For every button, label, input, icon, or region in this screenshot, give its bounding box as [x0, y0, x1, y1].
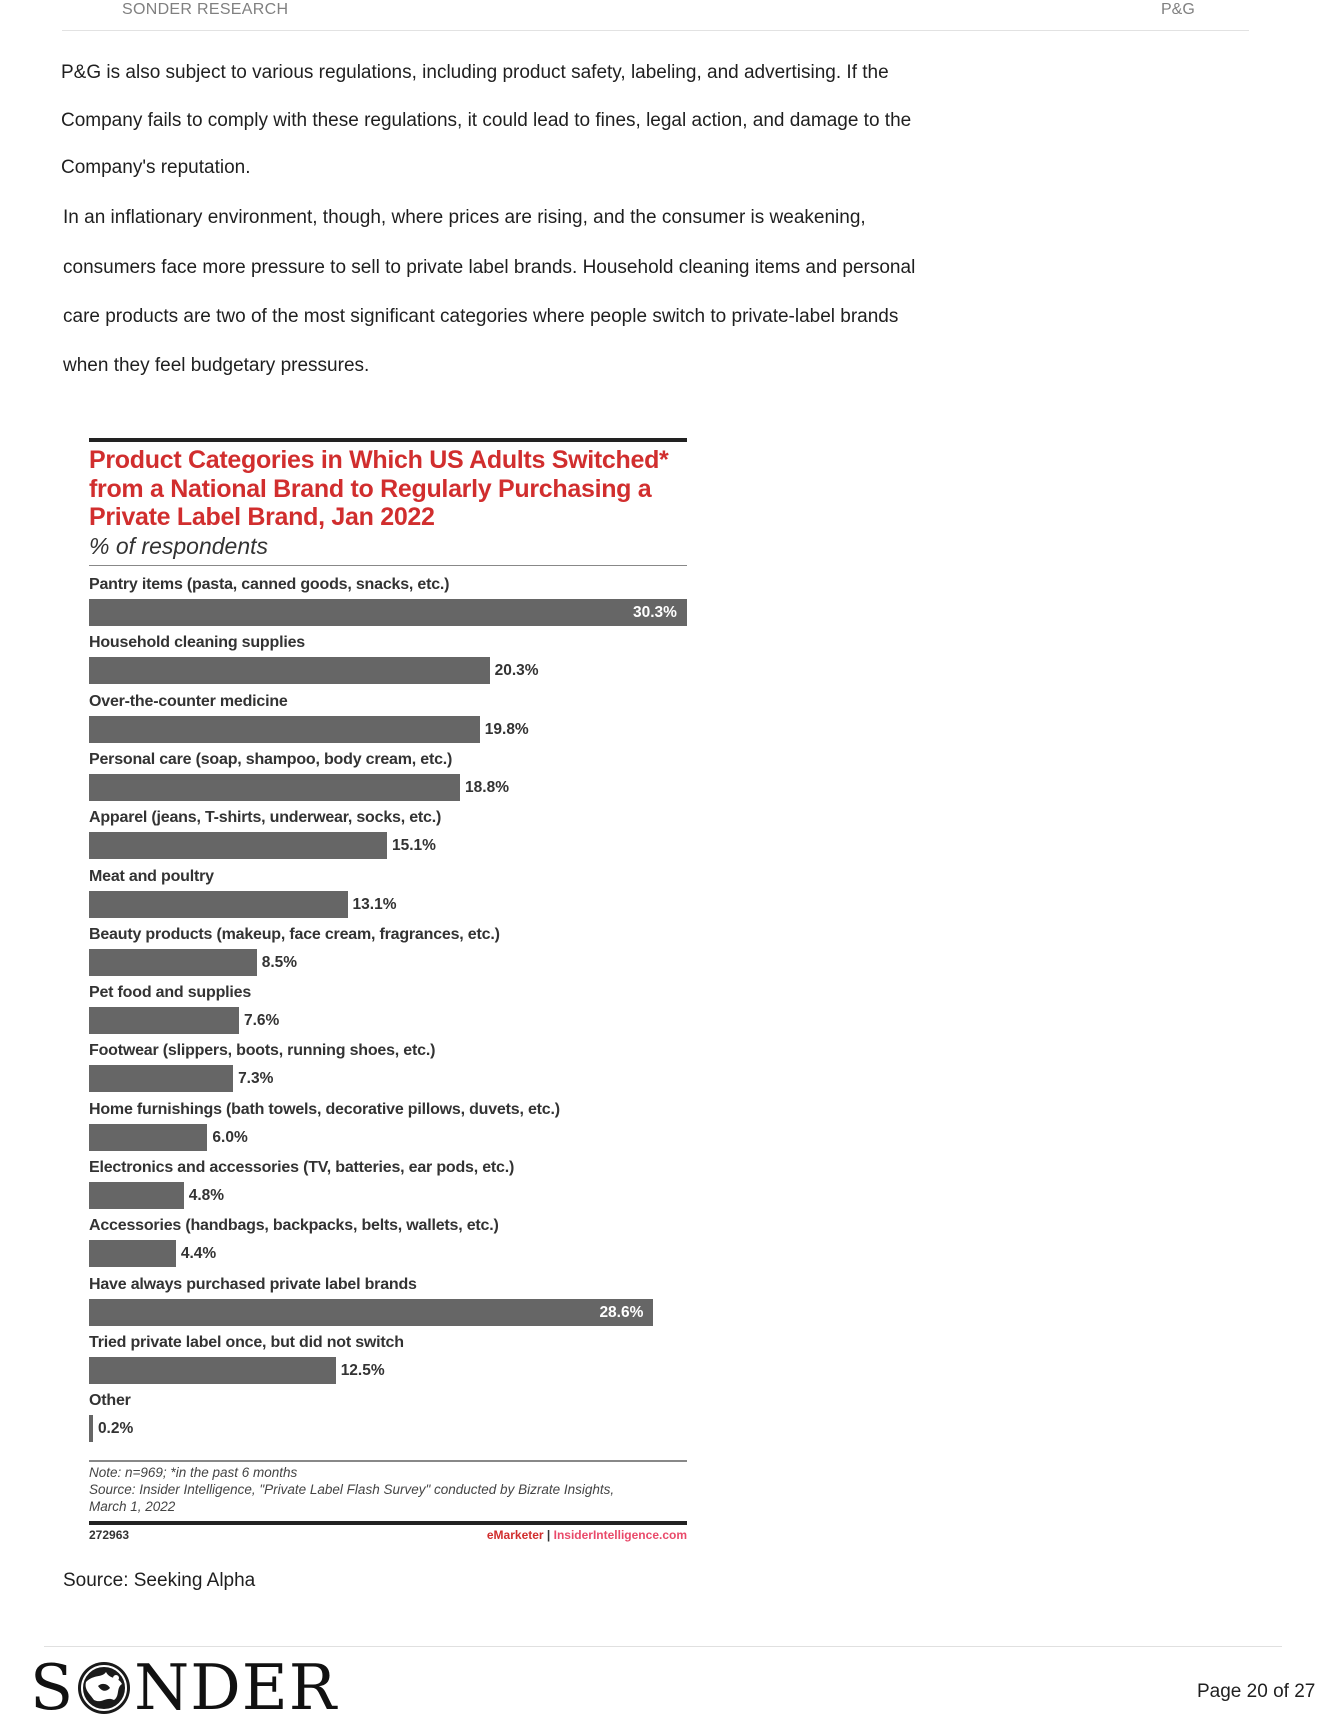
paragraph-line: P&G is also subject to various regulations, including product safety, labeling, and advertising. If the: [61, 62, 889, 83]
bar-value-label: 13.1%: [352, 895, 397, 913]
category-label: Electronics and accessories (TV, batteries, ear pods, etc.): [89, 1159, 515, 1176]
paragraph-line: when they feel budgetary pressures.: [63, 355, 370, 376]
bar: [89, 832, 387, 859]
bar: [89, 716, 480, 743]
category-label: Apparel (jeans, T-shirts, underwear, socks, etc.): [89, 809, 442, 827]
category-label: Have always purchased private label brands: [89, 1275, 417, 1293]
bar: [89, 1065, 233, 1092]
bar-value-label: 4.8%: [188, 1187, 225, 1204]
bar: [89, 1415, 93, 1442]
header-right: P&G: [1161, 1, 1195, 18]
chart-title-line: Private Label Brand, Jan 2022: [89, 503, 435, 531]
bar: [89, 949, 257, 976]
chart-title: [89, 446, 668, 532]
bar: [89, 1357, 336, 1384]
bar: [89, 1007, 239, 1034]
bar-value-label: 7.6%: [243, 1012, 280, 1030]
category-label: Personal care (soap, shampoo, body cream, etc.): [89, 750, 453, 768]
bar: [89, 599, 687, 626]
bar-value-label: 18.8%: [465, 778, 509, 796]
chart-note: Note: n=969; *in the past 6 months: [89, 1465, 298, 1480]
category-label: Footwear (slippers, boots, running shoes, etc.): [89, 1042, 436, 1060]
bar-value-label: 15.1%: [392, 837, 436, 855]
globe-logo-icon: [76, 1660, 132, 1716]
category-label: Meat and poultry: [89, 867, 214, 885]
bar-value-label: 4.4%: [180, 1245, 217, 1263]
paragraph-line: consumers face more pressure to sell to private label brands. Household cleaning items and personal: [63, 257, 916, 278]
chart-thick-rule: [89, 1521, 687, 1525]
bar-value-label: 19.8%: [484, 720, 529, 738]
category-label: Pantry items (pasta, canned goods, snacks, etc.): [89, 576, 450, 593]
header-divider: [62, 30, 1249, 31]
bar: [89, 1240, 176, 1267]
bar-value-label: 7.3%: [238, 1070, 274, 1088]
bar-value-label: 30.3%: [633, 604, 677, 621]
paragraph-line: In an inflationary environment, though, where prices are rising, and the consumer is weakening,: [63, 207, 866, 228]
category-label: Over-the-counter medicine: [89, 692, 288, 710]
chart-title-line: from a National Brand to Regularly Purchasing a: [89, 474, 652, 503]
paragraph-line: Company fails to comply with these regulations, it could lead to fines, legal action, and damage to the: [61, 110, 912, 131]
chart-source-date: March 1, 2022: [89, 1499, 176, 1514]
bar: [89, 1124, 207, 1151]
bar: [89, 774, 460, 801]
category-label: Household cleaning supplies: [89, 634, 305, 652]
bar: [89, 657, 490, 684]
category-label: Beauty products (makeup, face cream, fragrances, etc.): [89, 925, 500, 943]
chart-id: 272963: [89, 1528, 130, 1542]
bar: [89, 891, 348, 918]
bar-value-label: 6.0%: [212, 1128, 248, 1146]
bar-value-label: 12.5%: [340, 1361, 385, 1379]
brand-separator: |: [546, 1528, 551, 1542]
bar-value-label: 20.3%: [494, 662, 539, 680]
chart-brand: [487, 1528, 687, 1542]
chart-top-rule: [89, 438, 687, 442]
chart-title-line: Product Categories in Which US Adults Switched*: [89, 446, 669, 474]
category-label: Pet food and supplies: [89, 984, 252, 1002]
chart-subtitle-rule: [89, 565, 687, 566]
chart-source: Source: Insider Intelligence, "Private Label Flash Survey" conducted by Bizrate Insights,: [89, 1482, 615, 1497]
bar: [89, 1299, 653, 1326]
sonder-logo: [30, 1651, 338, 1724]
image-source: Source: Seeking Alpha: [63, 1570, 256, 1591]
footer-divider: [44, 1646, 1282, 1647]
paragraph-line: care products are two of the most significant categories where people switch to private-label brands: [63, 306, 899, 327]
chart-subtitle: % of respondents: [89, 533, 269, 559]
emarketer-brand: eMarketer: [486, 1528, 544, 1542]
chart-bottom-rule: [89, 1460, 687, 1462]
private-label-chart: [89, 438, 687, 1542]
page-number: Page 20 of 27: [1197, 1681, 1316, 1702]
category-label: Other: [89, 1392, 131, 1410]
bar-value-label: 0.2%: [97, 1420, 134, 1438]
category-label: Accessories (handbags, backpacks, belts, wallets, etc.): [89, 1217, 499, 1235]
category-label: Home furnishings (bath towels, decorative pillows, duvets, etc.): [89, 1100, 560, 1118]
bar: [89, 1182, 184, 1209]
logo-letter-s: S: [30, 1651, 75, 1724]
bar-value-label: 8.5%: [261, 953, 298, 971]
paragraph-line: Company's reputation.: [61, 157, 251, 178]
logo-letters-nder: NDER: [134, 1651, 338, 1724]
category-label: Tried private label once, but did not switch: [89, 1333, 404, 1351]
insider-intelligence-link: InsiderIntelligence.com: [553, 1528, 687, 1542]
bar-value-label: 28.6%: [599, 1303, 644, 1321]
header-left: SONDER RESEARCH: [122, 1, 289, 18]
